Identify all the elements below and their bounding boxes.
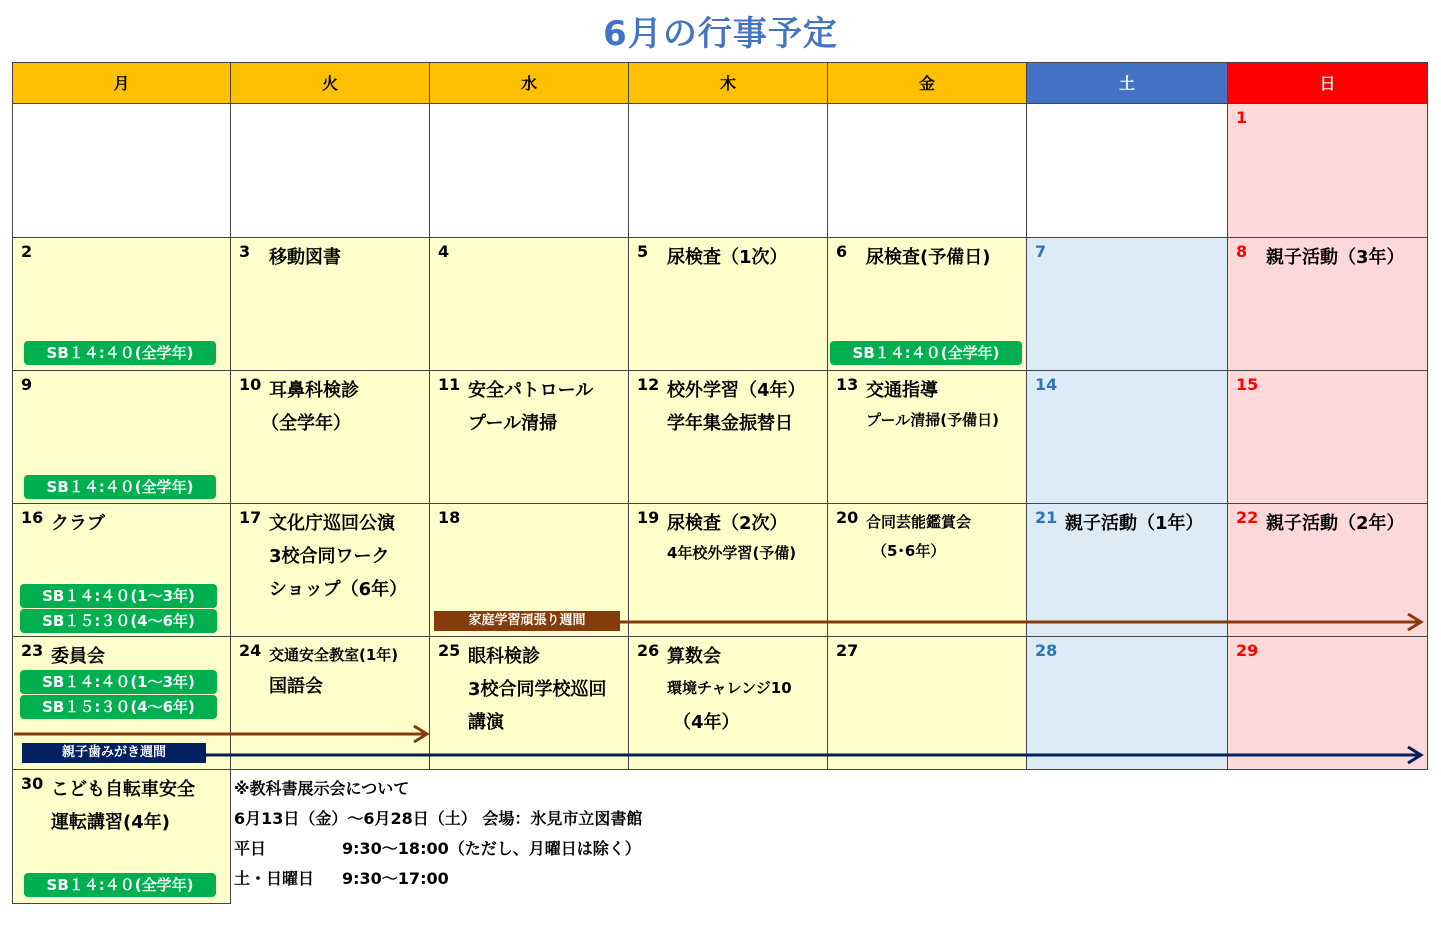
page-title: 6月の行事予定: [603, 14, 838, 54]
sb-time-pill: SB１５:３０(4～6年): [20, 695, 217, 719]
event-text: 講演: [468, 712, 504, 733]
header-tue: 火: [230, 62, 430, 104]
day-number: 2: [21, 242, 33, 261]
event-text: 校外学習（4年）: [667, 380, 806, 401]
event-text: 尿検査（2次）: [667, 513, 788, 534]
header-sun: 日: [1227, 62, 1428, 104]
day-number: 4: [438, 242, 450, 261]
event-text: プール清掃: [468, 413, 558, 434]
day-number: 13: [836, 375, 859, 394]
notes-weekday-hours: 9:30～18:00（ただし、月曜日は除く）: [342, 839, 641, 858]
day-number: 8: [1236, 242, 1248, 261]
event-text: プール清掃(予備日): [866, 411, 999, 429]
event-text: 交通安全教室(1年): [269, 646, 399, 664]
day-number: 23: [21, 641, 44, 660]
event-text: 4年校外学習(予備): [667, 544, 797, 562]
day-number: 6: [836, 242, 848, 261]
day-number: 29: [1236, 641, 1259, 660]
sb-time-pill: SB１４:４０(全学年): [830, 341, 1022, 365]
sb-time-pill: SB１４:４０(全学年): [24, 475, 216, 499]
day-number: 10: [239, 375, 262, 394]
study-week-label: 家庭学習頑張り週間: [434, 611, 620, 631]
event-text: 耳鼻科検診: [269, 380, 359, 401]
sb-time-pill: SB１４:４０(1～3年): [20, 670, 217, 694]
day-number: 11: [438, 375, 461, 394]
notes-weekend-label: 土・日曜日: [234, 869, 315, 888]
notes-heading: ※教科書展示会について: [234, 779, 410, 798]
sb-time-pill: SB１４:４０(1～3年): [20, 584, 217, 608]
event-text: 運転講習(4年): [51, 812, 170, 833]
event-text: 合同芸能鑑賞会: [866, 513, 972, 531]
day-number: 25: [438, 641, 461, 660]
event-text: クラブ: [51, 513, 105, 534]
event-text: 尿検査（1次）: [667, 247, 788, 268]
event-text: （全学年）: [261, 413, 351, 434]
header-sat: 土: [1026, 62, 1228, 104]
header-fri: 金: [827, 62, 1027, 104]
event-text: 環境チャレンジ10: [667, 679, 792, 697]
event-text: こども自転車安全: [51, 779, 195, 800]
day-number: 18: [438, 508, 461, 527]
day-number: 7: [1035, 242, 1047, 261]
day-number: 9: [21, 375, 33, 394]
event-text: （5･6年）: [872, 542, 946, 560]
event-text: 文化庁巡回公演: [269, 513, 395, 534]
event-text: 3校合同学校巡回: [468, 679, 607, 700]
event-text: 交通指導: [866, 380, 938, 401]
day-number: 1: [1236, 108, 1248, 127]
event-text: 親子活動（3年）: [1266, 247, 1405, 268]
event-text: 移動図書: [269, 247, 341, 268]
day-number: 28: [1035, 641, 1058, 660]
event-text: 国語会: [269, 676, 323, 697]
sb-time-pill: SB１５:３０(4～6年): [20, 609, 217, 633]
day-number: 20: [836, 508, 859, 527]
event-text: 3校合同ワーク: [269, 546, 390, 567]
event-text: 安全パトロール: [468, 380, 594, 401]
day-number: 21: [1035, 508, 1058, 527]
day-number: 5: [637, 242, 649, 261]
day-number: 27: [836, 641, 859, 660]
header-wed: 水: [429, 62, 629, 104]
day-number: 30: [21, 774, 44, 793]
event-text: 学年集金振替日: [667, 413, 793, 434]
event-text: 親子活動（2年）: [1266, 513, 1405, 534]
day-number: 15: [1236, 375, 1259, 394]
day-number: 19: [637, 508, 660, 527]
event-text: ショップ（6年）: [269, 579, 408, 600]
day-number: 26: [637, 641, 660, 660]
event-text: 算数会: [667, 646, 721, 667]
event-text: 委員会: [51, 646, 105, 667]
sb-time-pill: SB１４:４０(全学年): [24, 341, 216, 365]
notes-weekend-hours: 9:30～17:00: [342, 869, 449, 888]
sb-time-pill: SB１４:４０(全学年): [24, 873, 216, 897]
toothbrush-week-label: 親子歯みがき週間: [22, 743, 206, 763]
event-text: 親子活動（1年）: [1065, 513, 1204, 534]
day-number: 17: [239, 508, 262, 527]
header-mon: 月: [12, 62, 231, 104]
header-thu: 木: [628, 62, 828, 104]
day-number: 16: [21, 508, 44, 527]
event-text: 尿検査(予備日): [866, 247, 991, 268]
day-number: 12: [637, 375, 660, 394]
day-number: 3: [239, 242, 251, 261]
day-number: 14: [1035, 375, 1058, 394]
notes-dates: 6月13日（金）～6月28日（土） 会場：氷見市立図書館: [234, 809, 643, 828]
event-text: 眼科検診: [468, 646, 540, 667]
event-text: （4年）: [673, 712, 740, 733]
day-number: 24: [239, 641, 262, 660]
day-number: 22: [1236, 508, 1259, 527]
notes-weekday-label: 平日: [234, 839, 267, 858]
